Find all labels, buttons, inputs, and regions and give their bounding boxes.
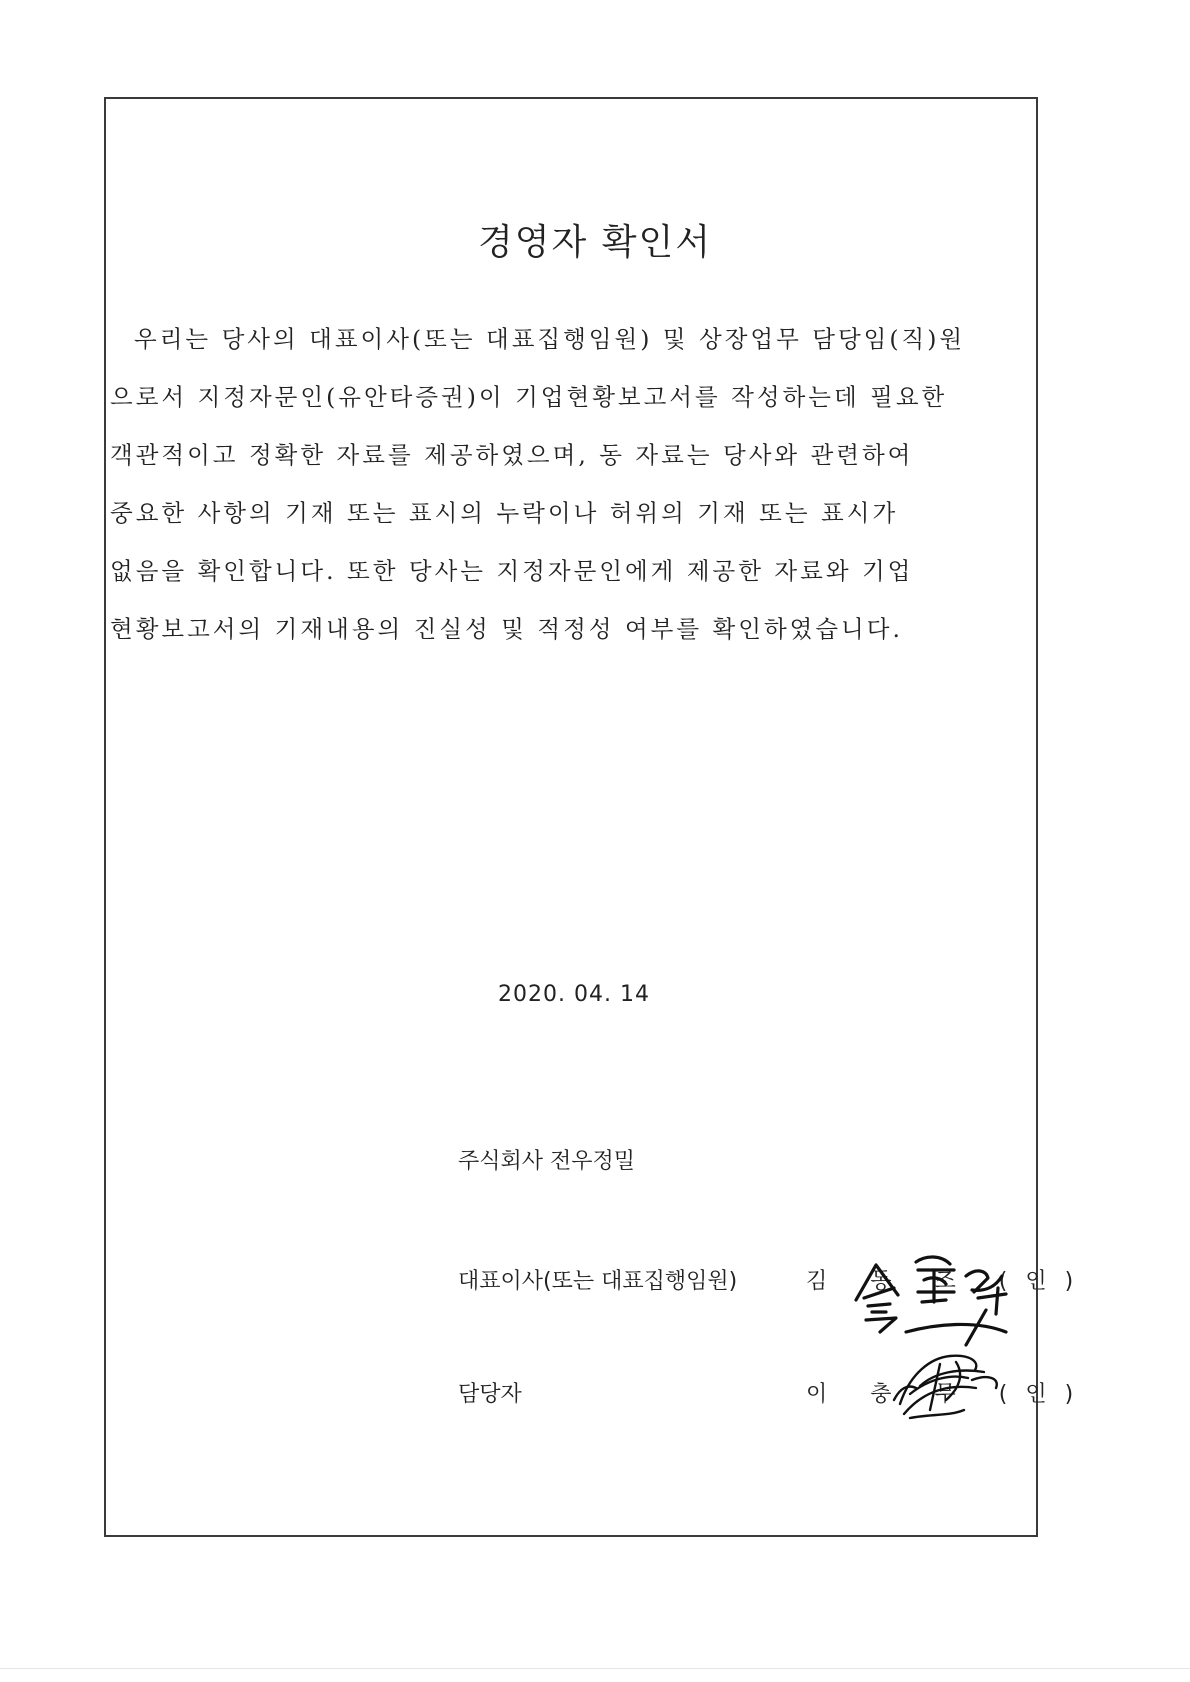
body-line: 으로서 지정자문인(유안타증권)이 기업현황보고서를 작성하는데 필요한 bbox=[110, 383, 948, 411]
body-line: 없음을 확인합니다. 또한 당사는 지정자문인에게 제공한 자료와 기업 bbox=[110, 557, 914, 585]
page-bottom-rule bbox=[0, 1668, 1190, 1669]
ceo-signature bbox=[846, 1240, 1026, 1350]
manager-name: 이 충 무 (인) bbox=[806, 1382, 1092, 1407]
manager-label: 담당자 bbox=[458, 1382, 522, 1407]
body-line: 우리는 당사의 대표이사(또는 대표집행임원) 및 상장업무 담당임(직)원 bbox=[134, 325, 966, 353]
body-line: 현황보고서의 기재내용의 진실성 및 적정성 여부를 확인하였습니다. bbox=[110, 615, 903, 643]
ceo-name: 김 동 조 (인) bbox=[806, 1269, 1092, 1294]
document-title: 경영자 확인서 bbox=[477, 222, 713, 263]
document-date: 2020. 04. 14 bbox=[498, 982, 650, 1007]
body-line: 중요한 사항의 기재 또는 표시의 누락이나 허위의 기재 또는 표시가 bbox=[110, 499, 899, 527]
manager-signature bbox=[880, 1344, 1010, 1424]
confirmation-body bbox=[110, 310, 1030, 658]
company-name: 주식회사 전우정밀 bbox=[458, 1149, 636, 1174]
ceo-label: 대표이사(또는 대표집행임원) bbox=[458, 1269, 738, 1294]
body-line: 객관적이고 정확한 자료를 제공하였으며, 동 자료는 당사와 관련하여 bbox=[110, 441, 914, 469]
